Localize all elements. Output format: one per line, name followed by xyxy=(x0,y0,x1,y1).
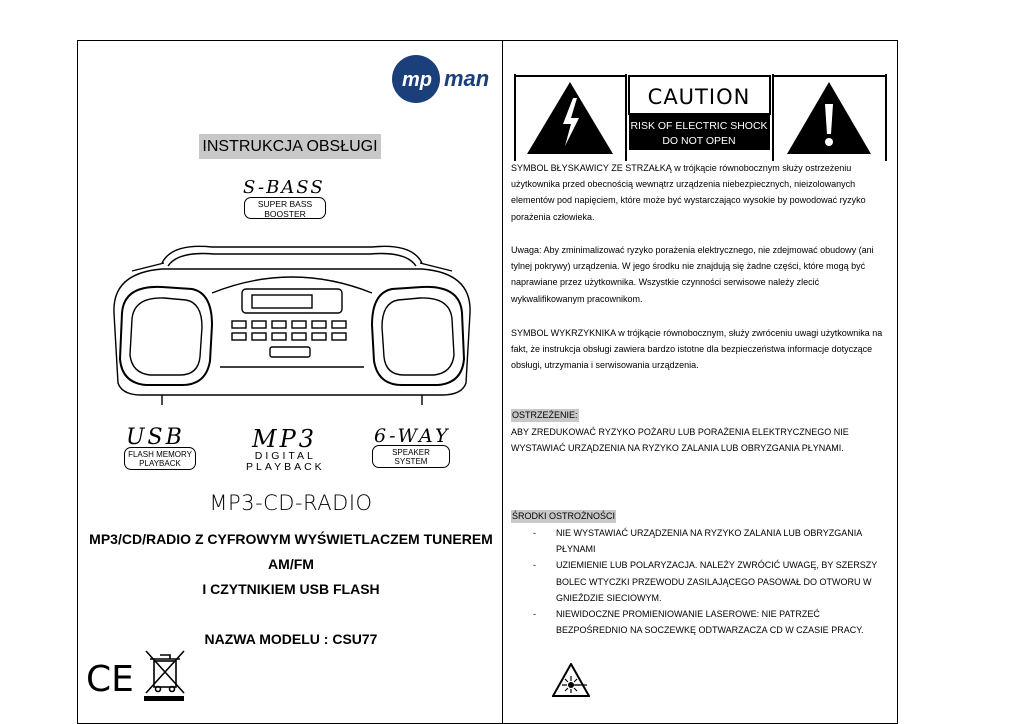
sbass-badge xyxy=(244,197,326,219)
logo-man: man xyxy=(444,66,490,91)
boombox-illustration xyxy=(102,233,482,413)
precautions-list xyxy=(511,525,891,638)
ce-mark: CE xyxy=(86,659,134,700)
6way-badge-line1: SPEAKER xyxy=(392,448,430,457)
right-page xyxy=(503,40,898,724)
manual-title: INSTRUKCJA OBSŁUGI xyxy=(199,134,381,159)
usb-badge xyxy=(124,447,196,470)
logo-mp: mp xyxy=(402,69,432,91)
list-item: - UZIEMIENIE LUB POLARYZACJA. NALEŻY ZWRÓCIĆ UWAGĘ, BY SZERSZY BOLEC WTYCZKI PRZEWODU ZASILAJĄCEGO PASOWAŁ DO OTWORU W GNIEŹDZIE SIECIOWYM. xyxy=(533,560,878,603)
sbass-title: S-BASS xyxy=(243,177,325,198)
caution-banner xyxy=(513,74,888,161)
caution-line2: DO NOT OPEN xyxy=(662,135,736,147)
warning-text: ABY ZREDUKOWAĆ RYZYKO POŻARU LUB PORAŻENIA ELEKTRYCZNEGO NIE WYSTAWIAĆ URZĄDZENIA NA RYZYKO ZALANIA LUB OBRYZGANIA PŁYNAMI. xyxy=(511,427,849,454)
lightning-symbol-text: SYMBOL BŁYSKAWICY ZE STRZAŁKĄ w trójkącie równobocznym służy ostrzeżeniu użytkownika przed obecnością wewnątrz urządzenia niebezpiecznych, nieizolowanych elementów pod napięciem, które może być wystarczająco wysokie by powodować ryzyko porażenia człowieka. xyxy=(511,163,866,222)
mp3-sub-line2: PLAYBACK xyxy=(246,461,325,473)
list-item: - NIE WYSTAWIAĆ URZĄDZENIA NA RYZYKO ZALANIA LUB OBRYZGANIA PŁYNAMI xyxy=(533,528,862,555)
left-page xyxy=(77,40,503,724)
caution-title: CAUTION xyxy=(647,85,751,109)
usb-badge-line2: PLAYBACK xyxy=(139,459,181,468)
weee-bin-icon xyxy=(146,651,184,693)
caution-line1: RISK OF ELECTRIC SHOCK xyxy=(630,120,768,132)
description-line1: MP3/CD/RADIO Z CYFROWYM WYŚWIETLACZEM TUNEREM xyxy=(89,531,493,547)
certification-marks xyxy=(86,647,206,702)
laser-warning-icon xyxy=(552,663,590,697)
6way-title: 6-WAY xyxy=(374,425,451,447)
exclamation-symbol-text: SYMBOL WYKRZYKNIKA w trójkącie równobocznym, służy zwróceniu uwagi użytkownika na fakt, że instrukcja obsługi zawiera bardzo istotne dla bezpieczeństwa informacje dotyczące obsługi, utrzymania i serwisowania urządzenia. xyxy=(511,328,883,371)
usb-title: USB xyxy=(126,425,185,450)
usb-badge-line1: FLASH MEMORY xyxy=(128,450,192,459)
mp3-title: MP3 xyxy=(252,425,317,453)
warning-heading: OSTRZEŻENIE: xyxy=(512,410,578,420)
exclamation-triangle-icon xyxy=(787,82,871,154)
6way-badge-line2: SYSTEM xyxy=(394,457,428,466)
sbass-badge-line1: SUPER BASS xyxy=(257,199,313,209)
sbass-badge-line2: BOOSTER xyxy=(264,209,306,219)
mp3-subtitle xyxy=(246,451,325,473)
mpman-logo xyxy=(392,55,503,103)
mp3-sub-line1: DIGITAL xyxy=(254,450,316,462)
description-line3: I CZYTNIKIEM USB FLASH xyxy=(202,581,380,597)
6way-badge xyxy=(372,445,450,468)
precautions-heading: ŚRODKI OSTROŻNOŚCI xyxy=(512,511,616,521)
model-name: NAZWA MODELU : CSU77 xyxy=(204,631,378,647)
product-title: MP3-CD-RADIO xyxy=(209,491,373,515)
lightning-triangle-icon xyxy=(527,82,613,154)
cover-warning-text: Uwaga: Aby zminimalizować ryzyko porażenia elektrycznego, nie zdejmować obudowy (ani tylnej pokrywy) urządzenia. W jego środku nie znajdują się żadne części, które mogą być naprawiane przez użytkownika. Wszystkie czynności serwisowe należy zlecić wykwalifikowanym pracownikom. xyxy=(511,245,874,304)
description-line2: AM/FM xyxy=(268,556,314,572)
list-item: - NIEWIDOCZNE PROMIENIOWANIE LASEROWE: NIE PATRZEĆ BEZPOŚREDNIO NA SOCZEWKĘ ODTWARZACZA CD W CZASIE PRACY. xyxy=(533,609,864,636)
